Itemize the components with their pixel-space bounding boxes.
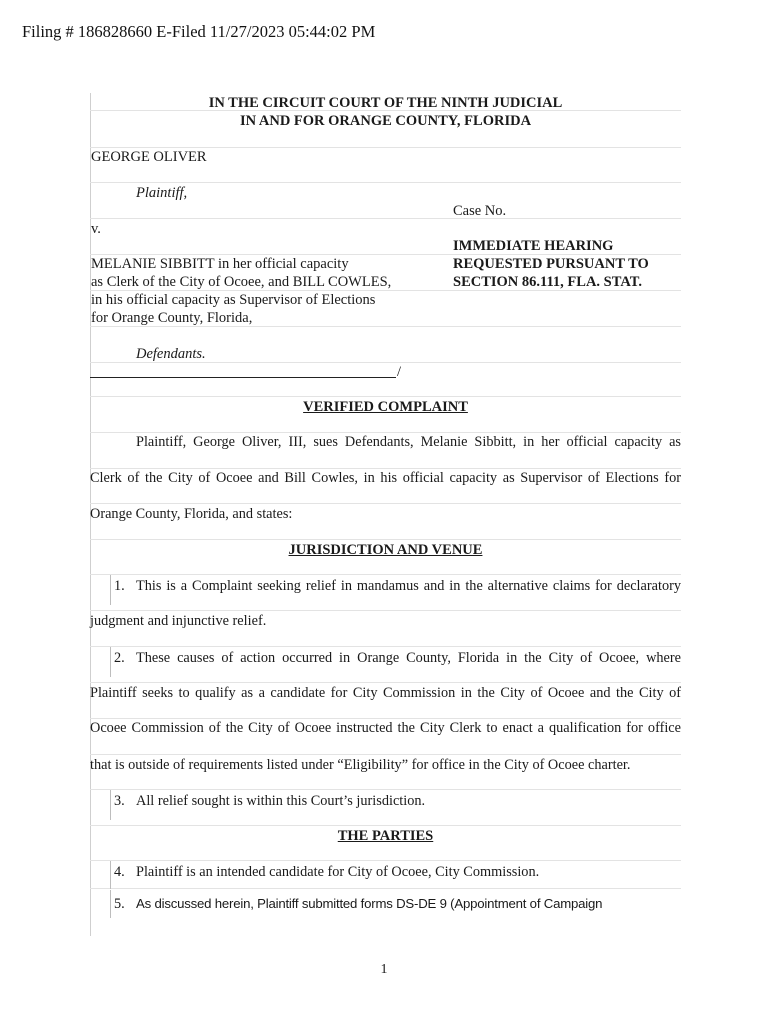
form-rule — [90, 218, 681, 219]
defendant-line: for Orange County, Florida, — [91, 310, 253, 326]
paragraph-number: 1. — [114, 578, 125, 594]
caption-slash: / — [397, 364, 402, 380]
hearing-request-line: SECTION 86.111, FLA. STAT. — [453, 274, 642, 290]
form-rule — [90, 646, 681, 647]
form-rule — [90, 539, 681, 540]
case-number-label: Case No. — [453, 203, 507, 219]
paragraph-number-rule — [110, 861, 111, 889]
paragraph-number: 5. — [114, 896, 125, 912]
form-rule — [90, 182, 681, 183]
defendant-line: MELANIE SIBBITT in her official capacity — [91, 256, 349, 272]
intro-line: Clerk of the City of Ocoee and Bill Cowles, in his official capacity as Supervisor of Elections for — [90, 470, 681, 486]
paragraph-number-rule — [110, 575, 111, 605]
form-rule — [90, 825, 681, 826]
form-rule — [90, 147, 681, 148]
paragraph-number: 3. — [114, 793, 125, 809]
form-rule — [90, 432, 681, 433]
caption-separator-line — [90, 377, 396, 378]
form-rule — [90, 682, 681, 683]
paragraph-text: Plaintiff seeks to qualify as a candidate for City Commission in the City of Ocoee and the City of — [90, 685, 681, 701]
form-rule — [90, 503, 681, 504]
section-heading-parties: THE PARTIES — [337, 828, 434, 844]
section-heading-jurisdiction: JURISDICTION AND VENUE — [288, 542, 483, 558]
form-rule — [90, 574, 681, 575]
intro-line: Orange County, Florida, and states: — [90, 506, 293, 522]
form-rule — [90, 888, 681, 889]
plaintiff-name: GEORGE OLIVER — [91, 149, 207, 165]
plaintiff-role: Plaintiff, — [136, 185, 188, 201]
form-rule — [90, 468, 681, 469]
paragraph-text: All relief sought is within this Court’s jurisdiction. — [136, 793, 426, 809]
paragraph-text: Plaintiff is an intended candidate for City of Ocoee, City Commission. — [136, 864, 540, 880]
defendant-line: in his official capacity as Supervisor of Elections — [91, 292, 376, 308]
paragraph-text: As discussed herein, Plaintiff submitted forms DS-DE 9 (Appointment of Campaign — [136, 896, 603, 911]
intro-line: Plaintiff, George Oliver, III, sues Defendants, Melanie Sibbitt, in her official capacity as — [136, 434, 681, 450]
hearing-request-line: REQUESTED PURSUANT TO — [453, 256, 649, 272]
paragraph-number-rule — [110, 890, 111, 918]
court-heading-line-1: IN THE CIRCUIT COURT OF THE NINTH JUDICIAL — [208, 95, 563, 111]
court-heading-line-2: IN AND FOR ORANGE COUNTY, FLORIDA — [239, 113, 532, 129]
versus: v. — [91, 221, 101, 237]
paragraph-number-rule — [110, 647, 111, 677]
paragraph-number: 2. — [114, 650, 125, 666]
document-title: VERIFIED COMPLAINT — [303, 399, 468, 415]
form-rule — [90, 860, 681, 861]
paragraph-number-rule — [110, 790, 111, 820]
paragraph-text: This is a Complaint seeking relief in mandamus and in the alternative claims for declaratory — [136, 578, 681, 594]
form-rule — [90, 718, 681, 719]
defendant-line: as Clerk of the City of Ocoee, and BILL COWLES, — [91, 274, 392, 290]
paragraph-text: that is outside of requirements listed under “Eligibility” for office in the City of Ocoee charter. — [90, 757, 631, 773]
defendant-role: Defendants. — [136, 346, 206, 362]
form-rule — [90, 610, 681, 611]
paragraph-text: These causes of action occurred in Orange County, Florida in the City of Ocoee, where — [136, 650, 681, 666]
paragraph-text: judgment and injunctive relief. — [90, 613, 267, 629]
page-number: 1 — [380, 962, 388, 977]
form-rule — [90, 396, 681, 397]
paragraph-number: 4. — [114, 864, 125, 880]
paragraph-text: Ocoee Commission of the City of Ocoee instructed the City Clerk to enact a qualification for office — [90, 720, 681, 736]
hearing-request-line: IMMEDIATE HEARING — [453, 238, 614, 254]
form-rule — [90, 754, 681, 755]
filing-stamp: Filing # 186828660 E-Filed 11/27/2023 05:44:02 PM — [22, 22, 376, 41]
form-rule — [90, 789, 681, 790]
